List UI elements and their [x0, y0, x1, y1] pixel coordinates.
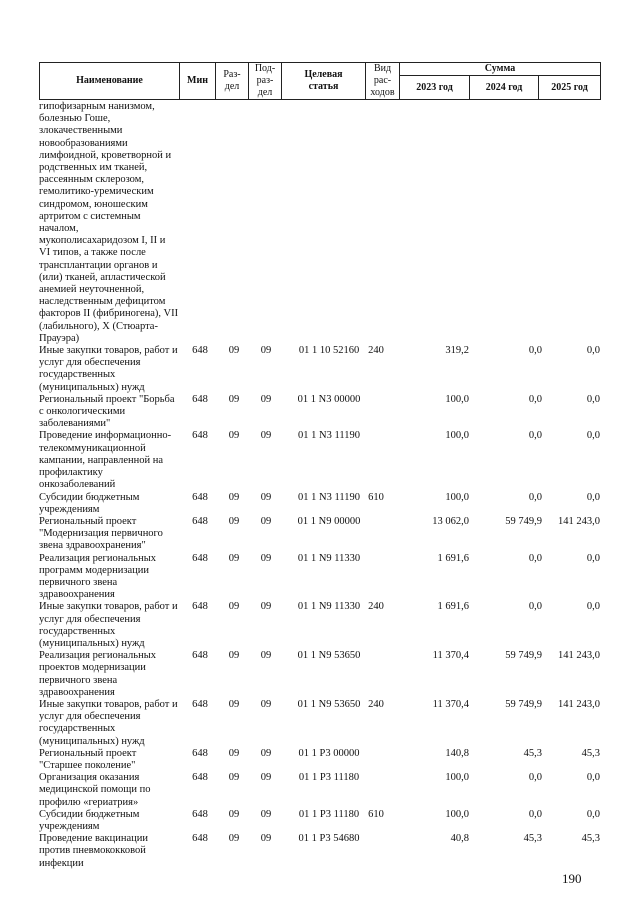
row-min: 648 — [192, 772, 208, 784]
row-y2024: 0,0 — [528, 345, 542, 357]
row-min: 648 — [192, 698, 208, 710]
row-podrazdel: 09 — [260, 833, 272, 845]
row-razdel: 09 — [228, 491, 240, 503]
row-min: 648 — [192, 345, 208, 357]
row-target: 01 1 N3 11190 — [298, 491, 360, 503]
row-podrazdel: 09 — [260, 650, 272, 662]
row-podrazdel: 09 — [260, 552, 272, 564]
row-razdel: 09 — [228, 698, 240, 710]
row-y2025: 0,0 — [586, 491, 600, 503]
row-y2023: 11 370,4 — [432, 650, 469, 662]
table-row — [39, 699, 600, 748]
row-y2024: 59 749,9 — [505, 698, 542, 710]
row-vid: 240 — [368, 698, 384, 710]
row-y2024: 0,0 — [528, 772, 542, 784]
row-podrazdel: 09 — [260, 747, 272, 759]
row-y2024: 0,0 — [528, 552, 542, 564]
row-vid: 610 — [368, 491, 384, 503]
row-y2025: 45,3 — [581, 833, 600, 845]
row-y2024: 59 749,9 — [505, 515, 542, 527]
row-y2023: 100,0 — [445, 430, 469, 442]
row-podrazdel: 09 — [260, 430, 272, 442]
row-razdel: 09 — [228, 772, 240, 784]
row-min: 648 — [192, 808, 208, 820]
row-razdel: 09 — [228, 833, 240, 845]
row-y2023: 1 691,6 — [437, 601, 469, 613]
table-row — [39, 809, 600, 833]
row-y2023: 40,8 — [450, 833, 469, 845]
row-y2025: 45,3 — [581, 747, 600, 759]
header-y2025: 2025 год — [539, 76, 601, 100]
row-target: 01 1 P3 11180 — [298, 808, 360, 820]
row-min: 648 — [192, 430, 208, 442]
row-name: Проведение вакцинации против пневмококковой инфекции — [39, 833, 148, 869]
table-row — [39, 601, 600, 650]
row-target: 01 1 N9 11330 — [297, 601, 361, 613]
row-min: 648 — [192, 393, 208, 405]
row-y2024: 45,3 — [523, 833, 542, 845]
row-razdel: 09 — [228, 345, 240, 357]
table-row — [39, 430, 600, 491]
row-name: Иные закупки товаров, работ и услуг для обеспечения государственных (муниципальных) нужд — [39, 698, 178, 747]
header-y2024: 2024 год — [470, 76, 539, 100]
row-target: 01 1 N9 53650 — [297, 650, 361, 662]
row-razdel: 09 — [228, 808, 240, 820]
row-y2023: 100,0 — [445, 393, 469, 405]
row-name: Региональный проект "Модернизация первичного звена здравоохранения" — [39, 515, 163, 552]
row-y2023: 1 691,6 — [437, 552, 469, 564]
row-podrazdel: 09 — [260, 601, 272, 613]
table-body — [39, 101, 600, 870]
row-name: Проведение информационно-телекоммуникационной кампании, направленной на профилактику онкозаболеваний — [39, 430, 172, 491]
page-number: 190 — [562, 871, 582, 886]
table-row — [39, 833, 600, 870]
row-podrazdel: 09 — [260, 698, 272, 710]
row-target: 01 1 N9 53650 — [297, 698, 361, 710]
row-target: 01 1 N3 11190 — [298, 430, 360, 442]
table-header — [39, 62, 601, 100]
row-y2025: 0,0 — [586, 345, 600, 357]
row-y2024: 0,0 — [528, 430, 542, 442]
row-razdel: 09 — [228, 515, 240, 527]
table-row — [39, 394, 600, 431]
row-name: Реализация региональных проектов модернизации первичного звена здравоохранения — [39, 650, 157, 698]
row-name: Организация оказания медицинской помощи по профилю «гериатрия» — [39, 772, 151, 808]
row-min: 648 — [192, 491, 208, 503]
row-y2025: 141 243,0 — [558, 515, 600, 527]
header-vid: Вид рас- ходов — [366, 63, 400, 100]
header-razdel: Раз- дел — [216, 63, 249, 100]
row-podrazdel: 09 — [260, 808, 272, 820]
row-y2025: 0,0 — [586, 808, 600, 820]
row-name: Субсидии бюджетным учреждениям — [39, 808, 140, 832]
header-podrazdel: Под- раз- дел — [249, 63, 282, 100]
row-name: Субсидии бюджетным учреждениям — [39, 491, 140, 515]
row-vid: 610 — [368, 808, 384, 820]
row-min: 648 — [192, 747, 208, 759]
continuation-row — [39, 101, 600, 345]
row-min: 648 — [192, 552, 208, 564]
row-y2023: 100,0 — [445, 491, 469, 503]
row-target: 01 1 N9 00000 — [297, 515, 361, 527]
header-sum: Сумма — [400, 63, 601, 76]
row-y2025: 141 243,0 — [558, 698, 600, 710]
row-y2023: 319,2 — [445, 345, 469, 357]
row-target: 01 1 P3 00000 — [298, 747, 360, 759]
row-name: Реализация региональных программ модернизации первичного звена здравоохранения — [39, 552, 157, 601]
row-y2025: 0,0 — [586, 601, 600, 613]
row-min: 648 — [192, 515, 208, 527]
row-y2025: 141 243,0 — [558, 650, 600, 662]
row-y2023: 11 370,4 — [432, 698, 469, 710]
row-y2025: 0,0 — [586, 430, 600, 442]
table-row — [39, 345, 600, 394]
row-name: Региональный проект "Борьба с онкологическими заболеваниями" — [39, 393, 175, 430]
row-y2023: 13 062,0 — [432, 515, 469, 527]
row-y2023: 100,0 — [445, 808, 469, 820]
row-target: 01 1 P3 11180 — [298, 772, 360, 784]
row-y2024: 45,3 — [523, 747, 542, 759]
row-min: 648 — [192, 601, 208, 613]
row-name: Иные закупки товаров, работ и услуг для обеспечения государственных (муниципальных) нужд — [39, 345, 178, 393]
row-podrazdel: 09 — [260, 393, 272, 405]
row-vid: 240 — [368, 345, 384, 357]
row-name: Региональный проект "Старшее поколение" — [39, 747, 137, 771]
row-target: 01 1 N9 11330 — [297, 552, 361, 564]
row-y2024: 59 749,9 — [505, 650, 542, 662]
table-row — [39, 748, 600, 772]
table-row — [39, 553, 600, 602]
row-y2024: 0,0 — [528, 601, 542, 613]
row-y2025: 0,0 — [586, 772, 600, 784]
continuation-text: гипофизарным нанизмом, болезнью Гоше, злокачественными новообразованиями лимфоидной, кроветворной и родственных им тканей, рассеянным склерозом, гемолитико-уремическим синдромом, юношеским артритом с системным началом, мукополисахаридозом I, II и VI типов, а также после трансплантации органов и (или) тканей, апластической анемией неуточненной, наследственным дефицитом факторов II (фибриногена), VII (лабильного), X (Стюарта-Прауэра) — [39, 101, 179, 344]
row-target: 01 1 N3 00000 — [297, 393, 361, 405]
row-razdel: 09 — [228, 747, 240, 759]
row-vid: 240 — [368, 601, 384, 613]
row-y2024: 0,0 — [528, 393, 542, 405]
row-razdel: 09 — [228, 650, 240, 662]
row-razdel: 09 — [228, 601, 240, 613]
header-y2023: 2023 год — [400, 76, 470, 100]
row-y2025: 0,0 — [586, 552, 600, 564]
row-target: 01 1 10 52160 — [298, 345, 360, 357]
row-min: 648 — [192, 650, 208, 662]
table-row — [39, 492, 600, 516]
row-y2025: 0,0 — [586, 393, 600, 405]
row-razdel: 09 — [228, 430, 240, 442]
row-podrazdel: 09 — [260, 345, 272, 357]
row-y2023: 100,0 — [445, 772, 469, 784]
header-target: Целевая статья — [282, 63, 366, 100]
row-y2023: 140,8 — [445, 747, 469, 759]
row-min: 648 — [192, 833, 208, 845]
row-razdel: 09 — [228, 552, 240, 564]
header-min: Мин — [180, 63, 216, 100]
row-podrazdel: 09 — [260, 772, 272, 784]
row-podrazdel: 09 — [260, 515, 272, 527]
row-podrazdel: 09 — [260, 491, 272, 503]
row-name: Иные закупки товаров, работ и услуг для обеспечения государственных (муниципальных) нужд — [39, 601, 178, 649]
row-target: 01 1 P3 54680 — [298, 833, 360, 845]
row-y2024: 0,0 — [528, 491, 542, 503]
table-row — [39, 772, 600, 809]
header-name: Наименование — [40, 63, 180, 100]
table-row — [39, 650, 600, 699]
row-y2024: 0,0 — [528, 808, 542, 820]
table-row — [39, 516, 600, 553]
row-razdel: 09 — [228, 393, 240, 405]
